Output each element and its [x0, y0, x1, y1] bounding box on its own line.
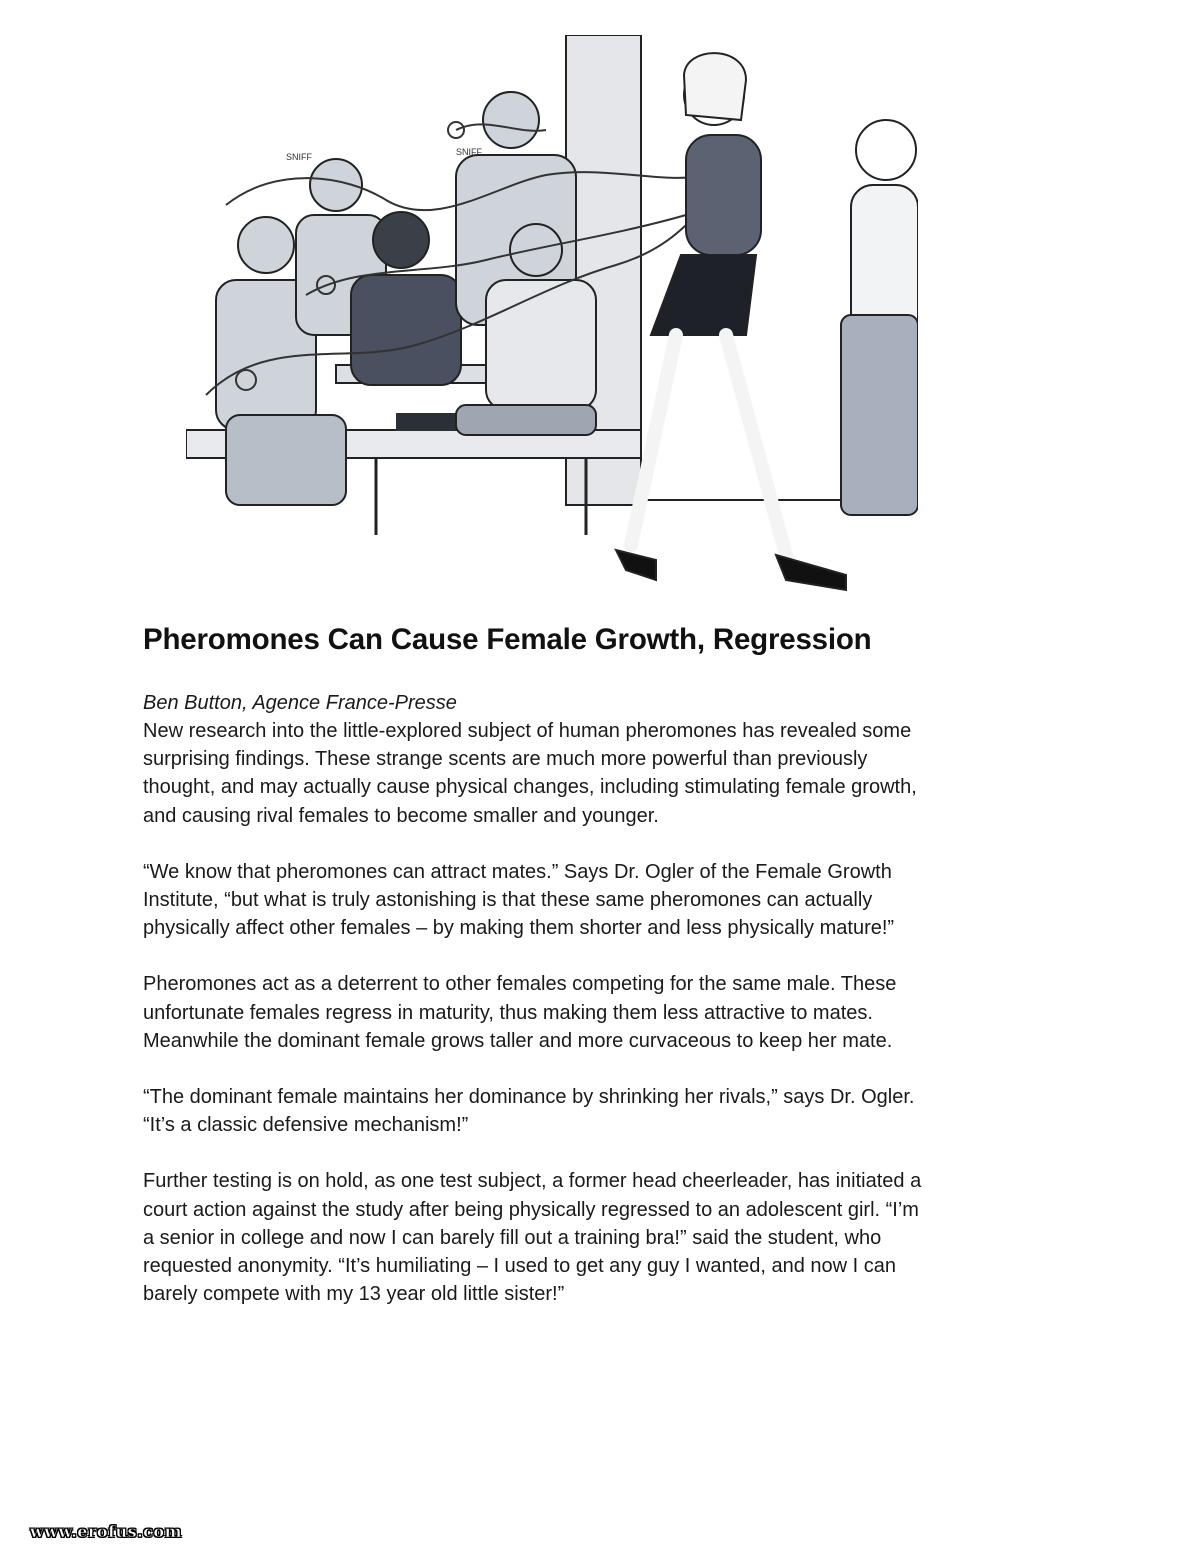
paragraph-line: court action against the study after being physically regressed to an adolescent girl. “I’m — [143, 1198, 919, 1221]
paragraph-line: Meanwhile the dominant female grows taller and more curvaceous to keep her mate. — [143, 1029, 893, 1052]
paragraph-line: Pheromones act as a deterrent to other females competing for the same male. These — [143, 973, 897, 996]
illustration-icon — [186, 35, 918, 600]
paragraph-4 — [143, 1083, 1073, 1139]
paragraph-line: thought, and may actually cause physical changes, including stimulating female growth, — [143, 776, 917, 799]
paragraph-line: a senior in college and now I can barely fill out a training bra!” said the student, who — [143, 1226, 882, 1249]
article-byline: Ben Button, Agence France-Presse — [143, 692, 457, 714]
paragraph-line: New research into the little-explored subject of human pheromones has revealed some — [143, 720, 912, 742]
sniff-sfx-2: SNIFF — [456, 147, 482, 157]
paragraph-2 — [143, 858, 1073, 943]
paragraph-line: physically affect other females – by making them shorter and less physically mature!” — [143, 917, 895, 940]
paragraph-5 — [143, 1167, 1073, 1308]
paragraph-line: “We know that pheromones can attract mates.” Says Dr. Ogler of the Female Growth — [143, 860, 892, 883]
paragraph-line: Institute, “but what is truly astonishing is that these same pheromones can actually — [143, 889, 873, 912]
paragraph-line: unfortunate females regress in maturity, thus making them less attractive to mates. — [143, 1001, 873, 1024]
paragraph-3 — [143, 970, 1073, 1055]
paragraph-line: “It’s a classic defensive mechanism!” — [143, 1114, 469, 1137]
watermark: www.erofus.com — [30, 1522, 182, 1541]
paragraph-line: barely compete with my 13 year old little sister!” — [143, 1283, 565, 1306]
paragraph-line: requested anonymity. “It’s humiliating – I used to get any guy I wanted, and now I can — [143, 1255, 897, 1278]
paragraph-line: “The dominant female maintains her dominance by shrinking her rivals,” says Dr. Ogler. — [143, 1086, 915, 1109]
paragraph-line: surprising findings. These strange scents are much more powerful than previously — [143, 748, 868, 771]
paragraph-1 — [143, 717, 1073, 830]
article-body — [143, 717, 1073, 1336]
article-illustration — [186, 35, 918, 600]
paragraph-line: and causing rival females to become smaller and younger. — [143, 804, 659, 827]
article-title: Pheromones Can Cause Female Growth, Regression — [143, 623, 872, 656]
sniff-sfx-1: SNIFF — [286, 152, 312, 162]
paragraph-line: Further testing is on hold, as one test subject, a former head cheerleader, has initiated a — [143, 1170, 922, 1193]
